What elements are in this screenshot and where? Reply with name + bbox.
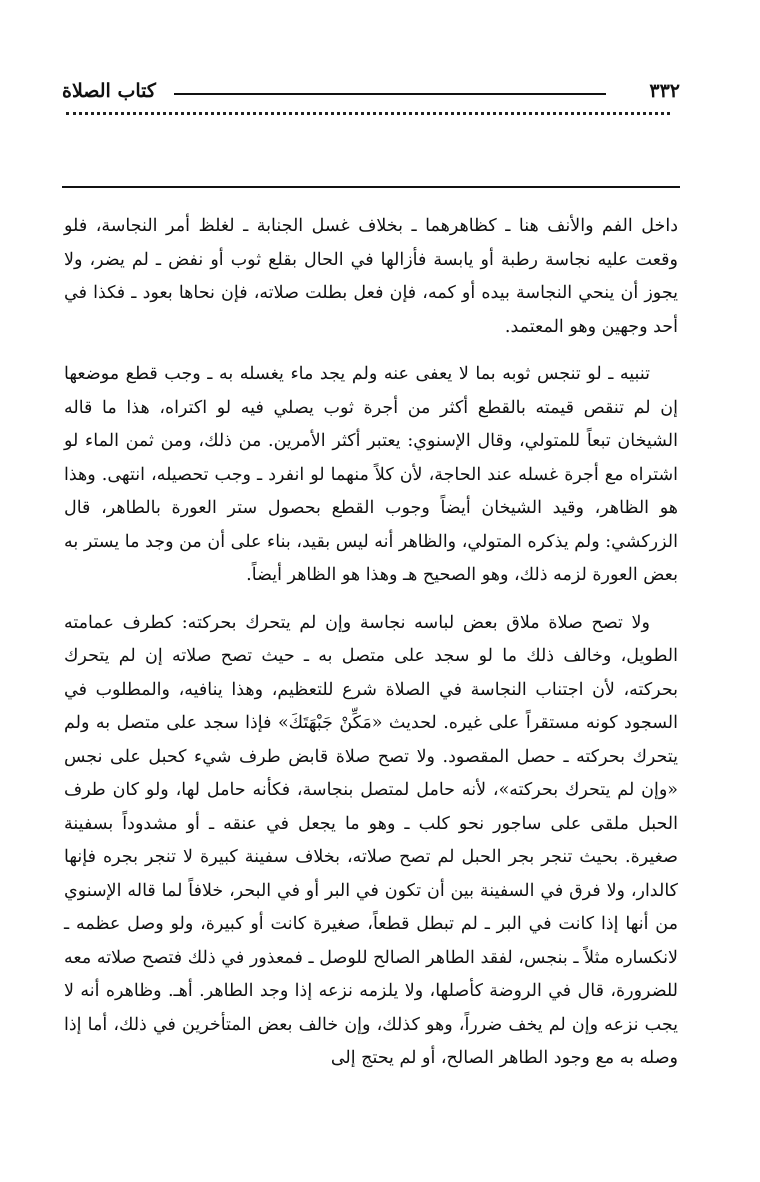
text-divider-rule (62, 186, 680, 188)
book-title: كتاب الصلاة (62, 80, 156, 102)
header-rule (174, 93, 606, 95)
dotted-separator (66, 112, 670, 129)
running-header (62, 76, 680, 112)
paragraph-ruling: ولا تصح صلاة ملاق بعض لباسه نجاسة وإن لم يتحرك بحركته: كطرف عمامته الطويل، وخالف ذلك ما لو سجد على متصل به ـ حيث تصح صلاته إن لم يتحرك بحركته، لأن اجتناب النجاسة في الصلاة شرع للتعظيم، وهذا ينافيه، والمطلوب في السجود كونه مستقراً على غيره. لحديث «مَكِّنْ جَبْهَتَكَ» فإذا سجد على متصل به ولم يتحرك بحركته ـ حصل المقصود. ولا تصح صلاة قابض طرف شيء كحبل على نجس «وإن لم يتحرك بحركته»، لأنه حامل لمتصل بنجاسة، فكأنه حامل لها، ولو كان طرف الحبل ملقى على ساجور نحو كلب ـ وهو ما يجعل في عنقه ـ أو مشدوداً بسفينة صغيرة. بحيث تنجر بجر الحبل لم تصح صلاته، بخلاف سفينة كبيرة لا تنجر بجره فإنها كالدار، ولا فرق في السفينة بين أن تكون في البر أو في البحر، خلافاً لما قاله الإسنوي من أنها إذا كانت في البر ـ لم تبطل قطعاً، صغيرة كانت أو كبيرة، ولو وصل عظمه ـ لانكساره مثلاً ـ بنجس، لفقد الطاهر الصالح للوصل ـ فمعذور في ذلك فتصح صلاته معه للضرورة، قال في الروضة كأصلها، ولا يلزمه نزعه إذا وجد الطاهر. أهـ. وظاهره أنه لا يجب نزعه وإن لم يخف ضرراً، وهو كذلك، وإن خالف بعض المتأخرين في ذلك، أما إذا وصله به مع وجود الطاهر الصالح، أو لم يحتج إلى (64, 612, 678, 1068)
page-number: ٣٣٢ (649, 80, 680, 102)
paragraph-continuation: داخل الفم والأنف هنا ـ كظاهرهما ـ بخلاف غسل الجنابة ـ لغلظ أمر النجاسة، فلو وقعت عليه نجاسة رطبة أو يابسة فأزالها في الحال بقلع ثوب أو نفض ـ لم يضر، ولا يجوز أن ينحي النجاسة بيده أو كمه، فإن فعل بطلت صلاته، فإن نحاها بعود ـ فكذا في أحد وجهين وهو المعتمد. (64, 216, 678, 337)
paragraph-notice: تنبيه ـ لو تنجس ثوبه بما لا يعفى عنه ولم يجد ماء يغسله به ـ وجب قطع موضعها إن لم تنقص قيمته بالقطع أكثر من أجرة ثوب يصلي فيه لو اكتراه، هذا ما قاله الشيخان تبعاً للمتولي، وقال الإسنوي: يعتبر أكثر الأمرين. من ذلك، ومن ثمن الماء لو اشتراه مع أجرة غسله عند الحاجة، لأن كلاً منهما لو انفرد ـ وجب تحصيله، انتهى. وهذا هو الظاهر، وقيد الشيخان أيضاً وجوب القطع بحصول ستر العورة بالطاهر، قال الزركشي: ولم يذكره المتولي، والظاهر أنه ليس بقيد، بناء على أن من وجد ما يستر به بعض العورة لزمه ذلك، وهو الصحيح هـ وهذا هو الظاهر أيضاً. (64, 364, 678, 585)
body-text (64, 210, 678, 1090)
